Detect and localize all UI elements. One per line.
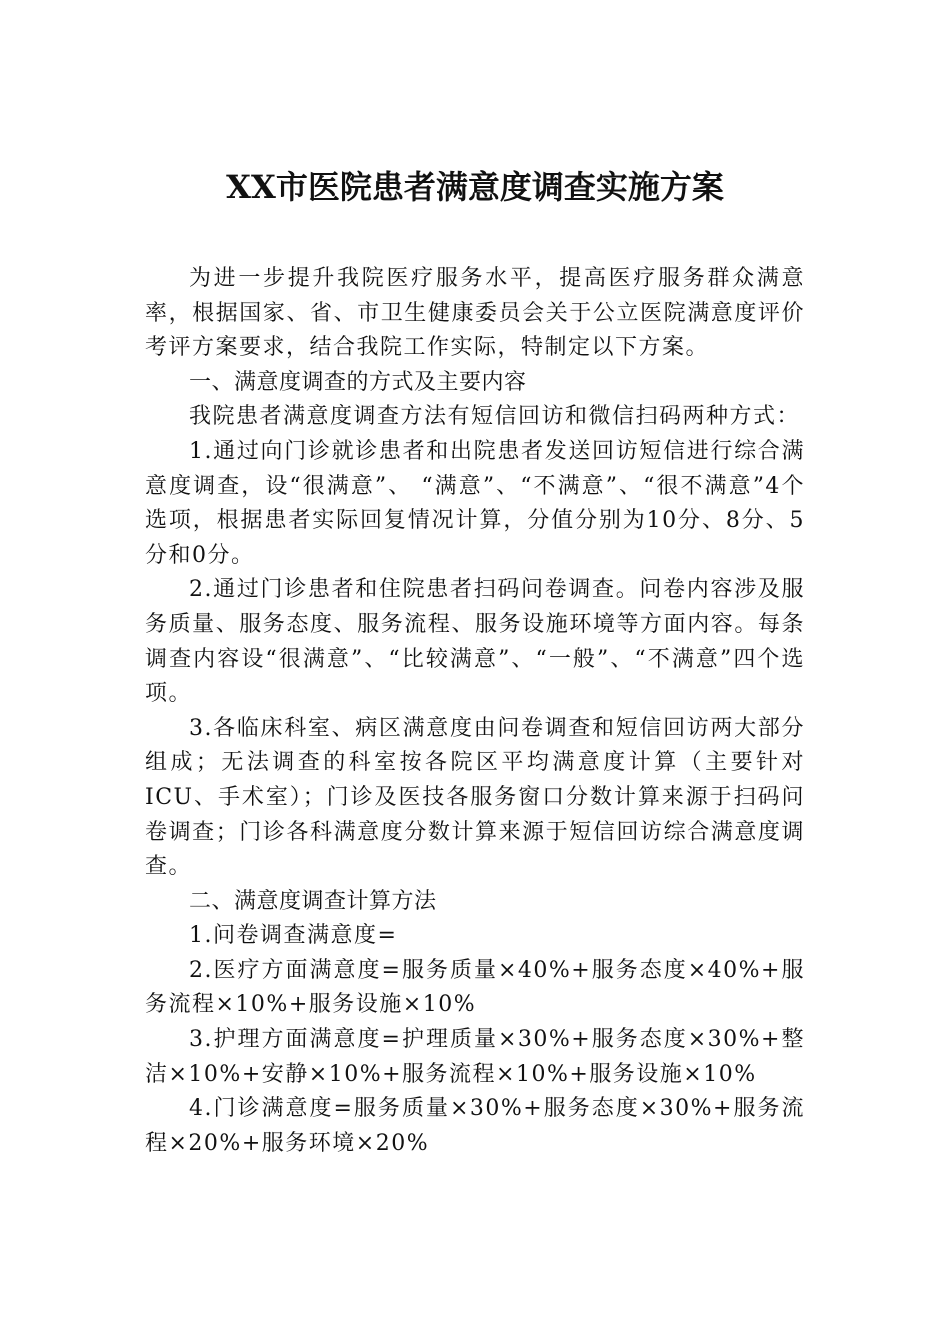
formula-questionnaire: 1.问卷调查满意度= [189, 923, 398, 949]
list-item-qr-survey: 2.通过门诊患者和住院患者扫码问卷调查。问卷内容涉及服务质量、服务态度、服务流程、服务设施环境等方面内容。每条调查内容设“很满意”、“比较满意”、“一般”、“不满意”四个选项。 [145, 577, 805, 707]
intro-paragraph: 为进一步提升我院医疗服务水平，提高医疗服务群众满意率，根据国家、省、市卫生健康委员会关于公立医院满意度评价考评方案要求，结合我院工作实际，特制定以下方案。 [145, 266, 805, 361]
list-item-department-scoring: 3.各临床科室、病区满意度由问卷调查和短信回访两大部分组成；无法调查的科室按各院区平均满意度计算（主要针对ICU、手术室）；门诊及医技各服务窗口分数计算来源于扫码问卷调查；门诊各科满意度分数计算来源于短信回访综合满意度调查。 [145, 715, 805, 880]
document-page [145, 163, 805, 1161]
formula-nursing: 3.护理方面满意度=护理质量×30%+服务态度×30%+整洁×10%+安静×10%+服务流程×10%+服务设施×10% [145, 1027, 805, 1087]
list-item-sms-survey: 1.通过向门诊就诊患者和出院患者发送回访短信进行综合满意度调查，设“很满意”、 “满意”、“不满意”、“很不满意”4个选项，根据患者实际回复情况计算，分值分别为10分、8分、5分和0分。 [145, 438, 805, 568]
document-title: XX市医院患者满意度调查实施方案 [226, 168, 724, 206]
section-heading-2: 二、满意度调查计算方法 [189, 888, 437, 914]
formula-medical: 2.医疗方面满意度=服务质量×40%+服务态度×40%+服务流程×10%+服务设施×10% [145, 957, 805, 1018]
formula-outpatient: 4.门诊满意度=服务质量×30%+服务态度×30%+服务流程×20%+服务环境×20% [145, 1096, 805, 1156]
section-heading-1: 一、满意度调查的方式及主要内容 [189, 369, 527, 395]
body-paragraph: 我院患者满意度调查方法有短信回访和微信扫码两种方式： [189, 404, 801, 430]
